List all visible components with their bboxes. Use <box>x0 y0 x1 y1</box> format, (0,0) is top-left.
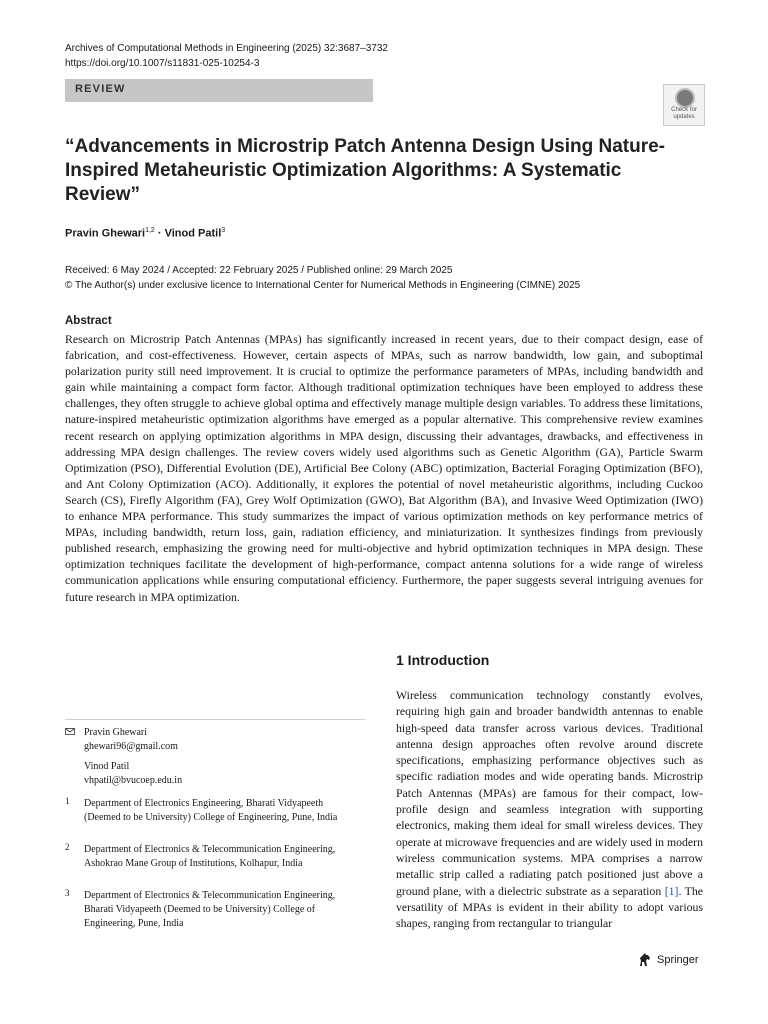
affiliation-text: Department of Electronics Engineering, Bharati Vidyapeeth (Deemed to be University) College of Engineering, Pune, India <box>84 798 338 823</box>
publication-dates <box>65 264 580 293</box>
section-heading-introduction: 1 Introduction <box>396 652 490 668</box>
journal-citation: Archives of Computational Methods in Engineering (2025) 32:3687–3732 <box>65 43 388 54</box>
doi-link[interactable]: https://doi.org/10.1007/s11831-025-10254-3 <box>65 57 260 69</box>
article-type-label: REVIEW <box>75 83 126 95</box>
article-title: “Advancements in Microstrip Patch Antenna Design Using Nature-Inspired Metaheuristic Optimization Algorithms: A Systematic Review” <box>65 136 666 205</box>
check-updates-line2: updates <box>673 114 695 120</box>
copyright-notice: © The Author(s) under exclusive licence to International Center for Numerical Methods in Engineering (CIMNE) 2025 <box>65 279 581 291</box>
reference-link[interactable]: [1] <box>664 883 679 898</box>
check-updates-icon <box>675 88 695 108</box>
publisher-name: Springer <box>657 954 699 966</box>
affiliation-number: 2 <box>65 842 70 852</box>
author-name[interactable]: Vinod Patil <box>164 227 222 240</box>
corresponding-author-email[interactable]: ghewari96@gmail.com <box>84 741 178 752</box>
affiliation-number: 1 <box>65 796 70 806</box>
correspondence-block <box>84 726 182 788</box>
corresponding-author-email[interactable]: vhpatil@bvucoep.edu.in <box>84 775 183 786</box>
affiliation-text: Department of Electronics & Telecommunication Engineering, Bharati Vidyapeeth (Deemed to be University) College of Engineering, Pune, India <box>84 890 336 929</box>
affiliation-number: 3 <box>65 888 70 898</box>
corresponding-author-name: Vinod Patil <box>84 761 130 772</box>
author-name[interactable]: Pravin Ghewari <box>65 227 146 240</box>
publication-history: Received: 6 May 2024 / Accepted: 22 February 2025 / Published online: 29 March 2025 <box>65 265 453 276</box>
check-for-updates-badge[interactable] <box>663 84 705 126</box>
abstract-text: Research on Microstrip Patch Antennas (MPAs) has significantly increased in recent years, due to their compact design, ease of fabrication, and cost-effectiveness. However, certain aspects of MPAs, such as narrow bandwidth, low gain, and suboptimal polarization purity still need improvement. It is crucial to optimize the performance parameters of MPAs, including bandwidth and gain while maintaining a compact form factor. Although traditional optimization techniques have been employed to address these challenges, they often struggle to achieve global optima and effectively manage multiple design variables. To address these limitations, nature-inspired metaheuristic optimization algorithms have emerged as a popular alternative. This comprehensive review examines recent research on applying optimization algorithms in MPA design, discussing their advantages, drawbacks, and effectiveness in addressing MPA design challenges. The review covers widely used algorithms such as Genetic Algorithm (GA), Particle Swarm Optimization (PSO), Differential Evolution (DE), Artificial Bee Colony (ABC) optimization, Bacterial Foraging Optimization (BFO), and Ant Colony Optimization (ACO). Additionally, it explores the potential of novel metaheuristic algorithms, including Cuckoo Search (CS), Firefly Algorithm (FA), Grey Wolf Optimization (GWO), Bat Algorithm (BA), and Invasive Weed Optimization (IWO) to enhance MPA performance. This study summarizes the impact of various optimization methods on key performance metrics of MPAs, including bandwidth, return loss, gain, radiation efficiency, and miniaturization. It synthesizes findings from previously published research, emphasizing the growing need for multi-objective and hybrid optimization techniques in MPA design. These optimization techniques facilitate the development of high-performance, compact antenna solutions for a wide range of wireless communication applications while ensuring computational efficiency. Furthermore, the paper suggests several intriguing avenues for future research in MPA optimization. <box>65 332 703 604</box>
journal-header <box>65 42 388 71</box>
introduction-text <box>396 687 703 931</box>
author-affiliation-mark: 1,2 <box>145 227 155 234</box>
author-list <box>65 227 225 240</box>
check-updates-line1: Check for <box>671 107 697 113</box>
corresponding-author-name: Pravin Ghewari <box>84 727 148 738</box>
affiliation-text: Department of Electronics & Telecommunication Engineering, Ashokrao Mane Group of Institutions, Kolhapur, India <box>84 844 336 869</box>
author-separator: · <box>154 227 165 240</box>
author-affiliation-mark: 3 <box>221 227 226 234</box>
introduction-text-part: Wireless communication technology constantly evolves, requiring high gain and broader bandwidth antennas to enable high-speed data transfer across various devices. Traditional antenna design approaches often revolve around discrete specifications, emphasizing performance objectives such as specific radiation modes and wide operating bands. Microstrip Patch Antennas (MPAs) are famous for their compact, low-profile design and seamless integration with supporting electronics, making them ideal for small wireless devices. They operate at microwave frequencies and are widely used in modern wireless communication systems. MPA comprises a narrow metallic strip called a radiating patch positioned just above a ground plane, with a dielectric substrate as a separation <box>396 688 703 898</box>
introduction-text-part: . The versatility of MPAs is evident in their ability to adopt various shapes, ranging from rectangular to triangular <box>396 883 703 931</box>
article-type-bar <box>65 79 373 102</box>
abstract-heading: Abstract <box>65 315 112 327</box>
footnote-divider <box>65 719 365 720</box>
envelope-icon <box>65 728 75 735</box>
springer-horse-icon <box>637 952 653 968</box>
